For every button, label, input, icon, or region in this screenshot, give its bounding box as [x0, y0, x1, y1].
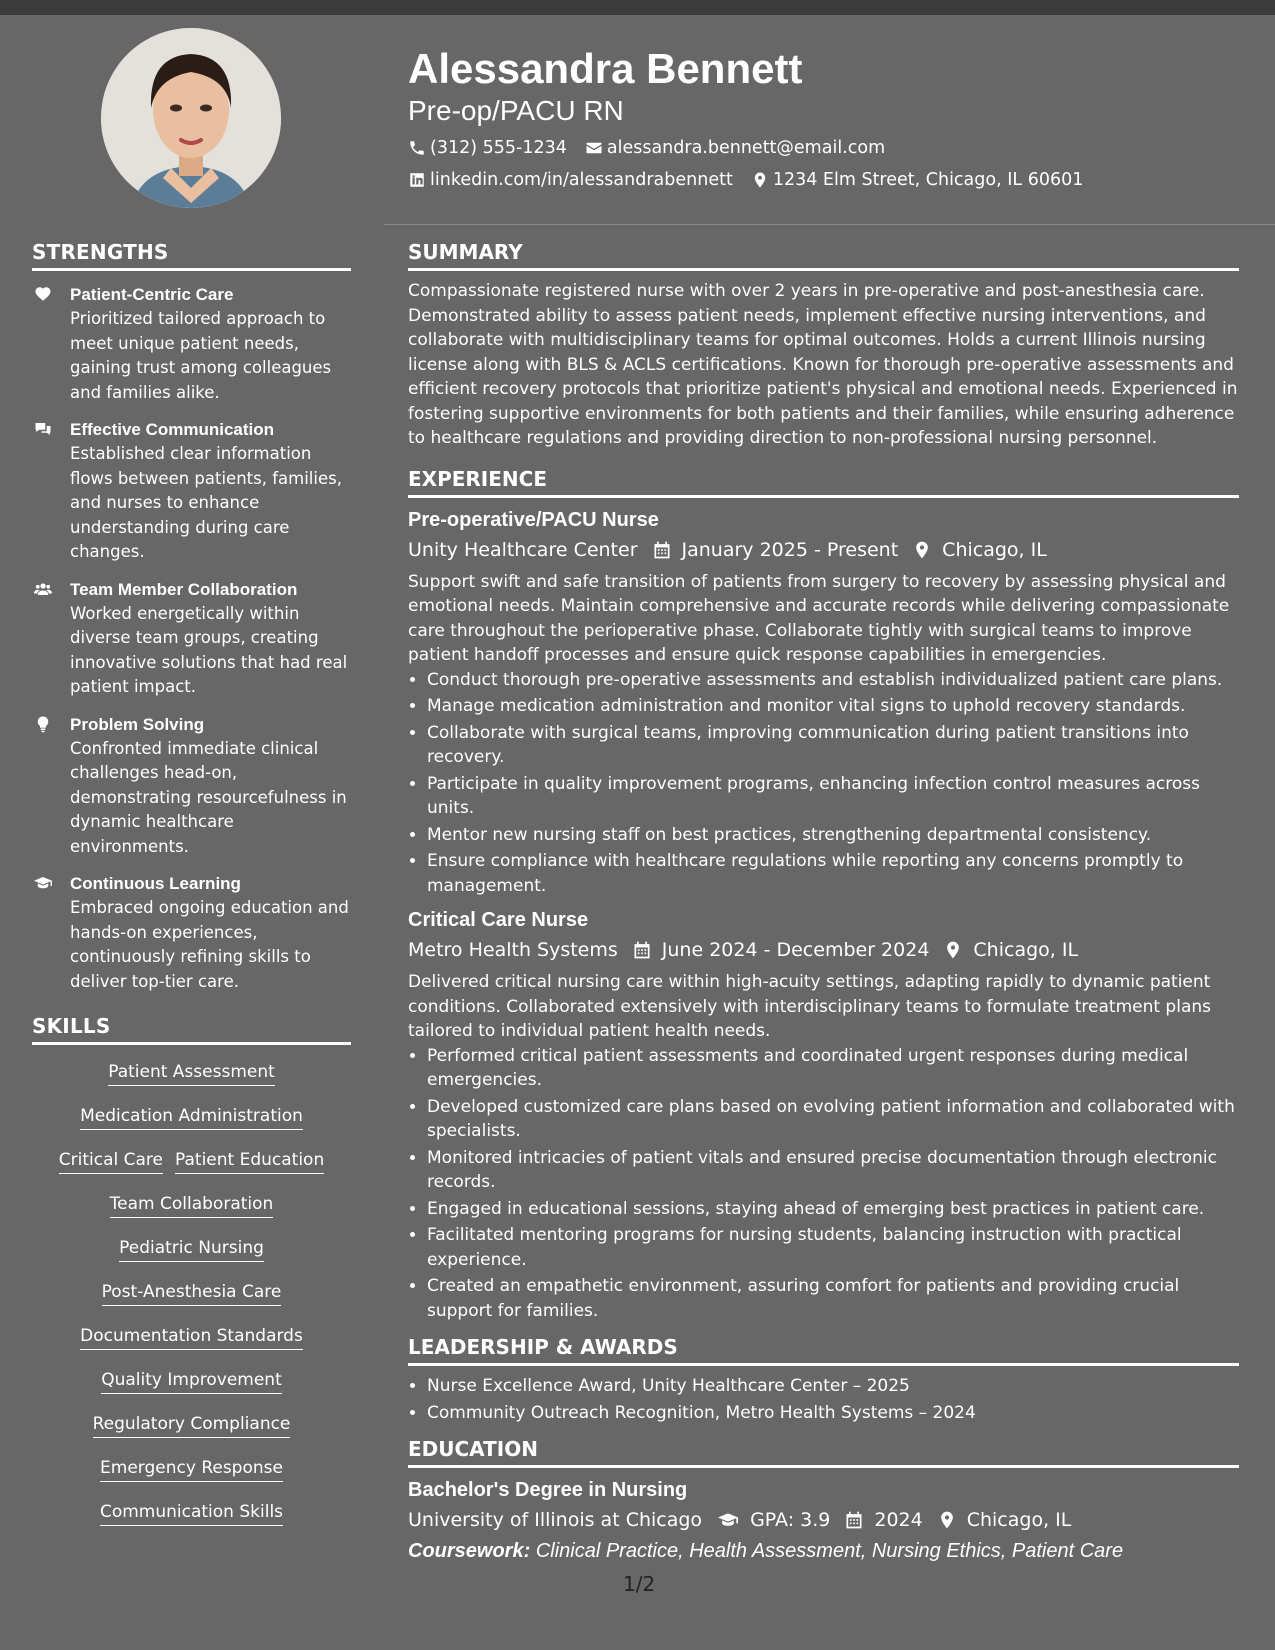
skill-tag: Regulatory Compliance	[93, 1413, 291, 1438]
job-company: Unity Healthcare Center	[408, 538, 638, 561]
candidate-role: Pre-op/PACU RN	[408, 95, 624, 126]
job-bullets	[408, 1044, 1239, 1324]
calendar-icon	[844, 1510, 864, 1530]
skill-tag: Post-Anesthesia Care	[102, 1281, 282, 1306]
skill-tag: Quality Improvement	[101, 1369, 282, 1394]
resume-header	[408, 44, 1238, 196]
strength-name: Patient-Centric Care	[70, 285, 234, 304]
summary-title: SUMMARY	[408, 240, 1239, 271]
strength-item	[32, 283, 351, 405]
comments-icon	[32, 420, 54, 438]
graduation-year: 2024	[874, 1509, 923, 1531]
strength-desc: Worked energetically within diverse team groups, creating innovative solutions that had real patient impact.	[70, 603, 348, 696]
email-contact[interactable]	[585, 132, 885, 164]
skill-tag: Communication Skills	[100, 1501, 283, 1526]
lightbulb-icon	[32, 715, 54, 733]
left-column	[32, 240, 351, 1545]
job-bullet: • Engaged in educational sessions, staying ahead of emerging best practices in patient care.	[427, 1197, 1239, 1222]
job-meta	[408, 534, 1239, 566]
job-meta	[408, 934, 1239, 966]
strength-name: Effective Communication	[70, 420, 275, 439]
experience-title: EXPERIENCE	[408, 467, 1239, 498]
job-bullet: • Mentor new nursing staff on best practices, strengthening departmental consistency.	[427, 823, 1239, 848]
coursework-label: Coursework:	[408, 1540, 531, 1562]
profile-photo	[101, 28, 281, 208]
job-bullet: • Performed critical patient assessments and coordinated urgent responses during medical emergencies.	[427, 1044, 1239, 1093]
summary-text: Compassionate registered nurse with over 2 years in pre-operative and post-anesthesia care. Demonstrated ability to assess patient needs, implement effective nursing interventions, and collaborate with multidisciplinary teams for optimal outcomes. Holds a current Illinois nursing license along with BLS & ACLS certifications. Known for thorough pre-operative assessments and efficient recovery protocols that prioritize patient's physical and emotional needs. Experienced in fostering supportive environments for both patients and their families, while ensuring adherence to healthcare regulations and providing direction to non-professional nursing personnel.	[408, 281, 1238, 448]
education-meta	[408, 1504, 1239, 1536]
skill-tag: Medication Administration	[80, 1105, 303, 1130]
award-item: • Community Outreach Recognition, Metro Health Systems – 2024	[427, 1401, 1239, 1426]
linkedin-text: linkedin.com/in/alessandrabennett	[430, 170, 733, 190]
skill-tag: Patient Assessment	[108, 1061, 275, 1086]
coursework	[408, 1536, 1239, 1566]
job-bullet: • Created an empathetic environment, assuring comfort for patients and providing crucial support for families.	[427, 1274, 1239, 1323]
strength-item	[32, 713, 351, 860]
skill-tag: Team Collaboration	[110, 1193, 274, 1218]
strength-item	[32, 578, 351, 700]
strength-desc: Confronted immediate clinical challenges head-on, demonstrating resourcefulness in dynamic healthcare environments.	[70, 738, 347, 856]
linkedin-icon	[408, 171, 426, 189]
job-title: Critical Care Nurse	[408, 909, 589, 931]
strengths-title: STRENGTHS	[32, 240, 351, 271]
skill-tag: Emergency Response	[100, 1457, 283, 1482]
job-company: Metro Health Systems	[408, 939, 618, 961]
strength-name: Problem Solving	[70, 714, 205, 734]
candidate-name: Alessandra Bennett	[408, 45, 803, 92]
education-title: EDUCATION	[408, 1437, 1239, 1468]
strength-name: Team Member Collaboration	[70, 579, 298, 599]
calendar-icon	[632, 940, 652, 960]
awards-list	[408, 1374, 1239, 1425]
strength-item	[32, 418, 351, 565]
page-number: 1/2	[623, 1572, 656, 1596]
job-bullet: • Manage medication administration and monitor vital signs to uphold recovery standards.	[427, 694, 1239, 719]
job-bullets	[408, 668, 1239, 899]
graduation-cap-icon	[32, 874, 54, 892]
strength-desc: Prioritized tailored approach to meet unique patient needs, gaining trust among colleagues and families alike.	[70, 309, 332, 402]
map-marker-icon	[751, 171, 769, 189]
awards-title: LEADERSHIP & AWARDS	[408, 1335, 1239, 1366]
strength-item	[32, 872, 351, 994]
skill-tag: Pediatric Nursing	[119, 1237, 264, 1262]
envelope-icon	[585, 139, 603, 157]
skill-tag: Documentation Standards	[80, 1325, 303, 1350]
awards-section	[408, 1335, 1239, 1425]
users-icon	[32, 580, 54, 598]
skills-title: SKILLS	[32, 1014, 351, 1045]
linkedin-contact[interactable]	[408, 164, 733, 196]
address-contact	[751, 164, 1084, 196]
gpa: GPA: 3.9	[750, 1509, 831, 1531]
job-entry	[408, 506, 1239, 899]
award-item: • Nurse Excellence Award, Unity Healthcare Center – 2025	[427, 1374, 1239, 1399]
map-marker-icon	[943, 940, 963, 960]
job-bullet: • Participate in quality improvement programs, enhancing infection control measures across units.	[427, 772, 1239, 821]
job-bullet: • Ensure compliance with healthcare regulations while reporting any concerns promptly to management.	[427, 849, 1239, 898]
education-section	[408, 1437, 1239, 1566]
job-title: Pre-operative/PACU Nurse	[408, 508, 659, 531]
map-marker-icon	[912, 540, 932, 560]
job-bullet: • Developed customized care plans based on evolving patient information and collaborated with specialists.	[427, 1095, 1239, 1144]
job-location: Chicago, IL	[942, 538, 1047, 561]
job-dates: January 2025 - Present	[681, 538, 899, 561]
right-column	[408, 240, 1239, 1582]
job-bullet: • Monitored intricacies of patient vitals and ensured precise documentation through electronic records.	[427, 1146, 1239, 1195]
job-entry	[408, 906, 1239, 1323]
top-bar	[0, 0, 1275, 15]
address-text: 1234 Elm Street, Chicago, IL 60601	[772, 170, 1084, 190]
header-divider	[384, 224, 1275, 225]
summary-section	[408, 240, 1239, 451]
heart-icon	[32, 285, 54, 303]
calendar-icon	[652, 540, 672, 560]
job-bullet: • Collaborate with surgical teams, improving communication during patient transitions into recovery.	[427, 721, 1239, 770]
coursework-list: Clinical Practice, Health Assessment, Nursing Ethics, Patient Care	[535, 1540, 1124, 1562]
skill-tag: Patient Education	[175, 1149, 324, 1174]
skill-tag: Critical Care	[59, 1149, 163, 1174]
contact-row-2	[408, 164, 1238, 196]
email-text: alessandra.bennett@email.com	[606, 138, 886, 158]
degree: Bachelor's Degree in Nursing	[408, 1479, 688, 1501]
job-bullet: • Conduct thorough pre-operative assessments and establish individualized patient care plans.	[427, 668, 1239, 693]
experience-section	[408, 467, 1239, 1324]
phone-icon	[408, 139, 426, 157]
strength-desc: Embraced ongoing education and hands-on experiences, continuously refining skills to deliver top-tier care.	[70, 898, 349, 991]
contact-row-1	[408, 132, 1238, 164]
job-dates: June 2024 - December 2024	[661, 939, 930, 961]
job-description: Support swift and safe transition of patients from surgery to recovery by assessing physical and emotional needs. Maintain comprehensive and accurate records while delivering compassionate care throughout the perioperative phase. Collaborate tightly with surgical teams to improve patient handoff processes and ensure quick response capabilities in emergencies.	[408, 571, 1230, 665]
job-bullet: • Facilitated mentoring programs for nursing students, balancing instruction with practical experience.	[427, 1223, 1239, 1272]
job-location: Chicago, IL	[973, 939, 1079, 961]
strength-name: Continuous Learning	[70, 874, 241, 893]
map-marker-icon	[937, 1510, 957, 1530]
phone-text: (312) 555-1234	[430, 138, 567, 158]
school: University of Illinois at Chicago	[408, 1509, 703, 1531]
phone-contact[interactable]	[408, 132, 567, 164]
skills-list	[32, 1057, 351, 1545]
education-location: Chicago, IL	[966, 1509, 1072, 1531]
strength-desc: Established clear information flows between patients, families, and nurses to enhance understanding during care changes.	[70, 444, 342, 561]
job-description: Delivered critical nursing care within high-acuity settings, adapting rapidly to dynamic patient conditions. Collaborated extensively with interdisciplinary teams to formulate treatment plans tailored to individual patient health needs.	[408, 972, 1211, 1041]
graduation-cap-icon	[716, 1510, 740, 1530]
